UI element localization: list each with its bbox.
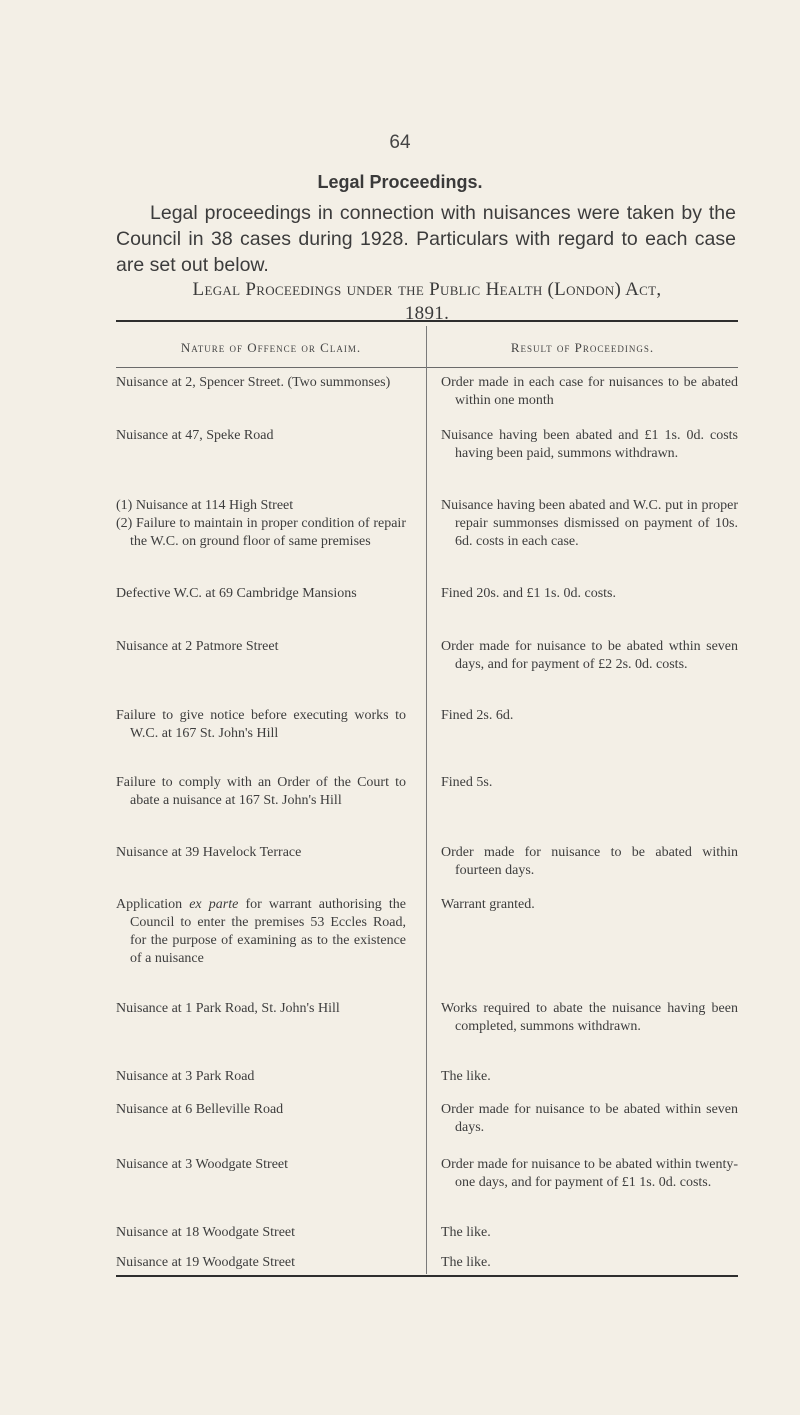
result-text: Works required to abate the nuisance having been completed, summons withdrawn.: [441, 1001, 738, 1034]
result-text: Order made for nuisance to be abated within seven days.: [441, 1102, 738, 1135]
offence-text: Nuisance at 1 Park Road, St. John's Hill: [116, 1001, 340, 1016]
offence-cell: [116, 374, 406, 392]
result-text: Order made for nuisance to be abated within fourteen days.: [441, 845, 738, 878]
offence-text: Nuisance at 6 Belleville Road: [116, 1102, 284, 1117]
offence-cell: [116, 1224, 406, 1242]
column-header-result: Result of Proceedings.: [510, 340, 655, 355]
offence-text: Nuisance at 3 Park Road: [116, 1069, 255, 1084]
offence-text: Nuisance at 47, Speke Road: [116, 428, 274, 443]
result-cell: [441, 1101, 738, 1137]
offence-text: Defective W.C. at 69 Cambridge Mansions: [116, 586, 357, 601]
offence-cell: [116, 896, 406, 968]
section-heading: Legal Proceedings.: [317, 172, 483, 192]
offence-text: Failure to comply with an Order of the Court to abate a nuisance at 167 St. John's Hill: [116, 775, 406, 808]
result-cell: [441, 638, 738, 674]
result-cell: [441, 497, 738, 551]
result-cell: [441, 427, 738, 463]
result-cell: [441, 374, 738, 410]
offence-cell: [116, 774, 406, 810]
offence-cell: [116, 844, 406, 862]
result-cell: [441, 774, 738, 792]
result-cell: [441, 1156, 738, 1192]
result-text: Nuisance having been abated and W.C. put in proper repair summonses dismissed on payment of 10s. 6d. costs in each case.: [441, 498, 738, 549]
offence-text: Failure to give notice before executing works to W.C. at 167 St. John's Hill: [116, 708, 406, 741]
offence-text: Nuisance at 2 Patmore Street: [116, 639, 279, 654]
table-title-line2: 1891.: [404, 303, 450, 324]
result-text: The like.: [441, 1069, 491, 1084]
offence-cell: [116, 638, 406, 656]
table-bottom-rule: [116, 1275, 738, 1277]
ex-parte-italic: ex parte: [189, 897, 239, 912]
result-cell: [441, 1068, 738, 1086]
result-text: Nuisance having been abated and £1 1s. 0d. costs having been paid, summons withdrawn.: [441, 428, 738, 461]
result-cell: [441, 896, 738, 914]
table-title-line1: Legal Proceedings under the Public Health (London) Act,: [192, 279, 662, 300]
offence-text: Nuisance at 19 Woodgate Street: [116, 1255, 296, 1270]
table-top-rule: [116, 320, 738, 322]
result-text: Fined 2s. 6d.: [441, 708, 514, 723]
result-cell: [441, 707, 738, 725]
offence-text: Nuisance at 2, Spencer Street. (Two summonses): [116, 375, 391, 390]
offence-text-after: for warrant authorising the Council to enter the premises 53 Eccles Road, for the purpose of examining as to the existence of a nuisance: [130, 897, 406, 966]
table-header-rule: [116, 367, 738, 368]
result-text: Order made for nuisance to be abated within twenty-one days, and for payment of £1 1s. 0d. costs.: [441, 1157, 738, 1190]
offence-cell: [116, 1000, 406, 1018]
result-text: Fined 20s. and £1 1s. 0d. costs.: [441, 586, 616, 601]
offence-cell: [116, 1254, 406, 1272]
offence-text-before: Application: [116, 897, 190, 912]
column-divider: [426, 326, 427, 1274]
result-cell: [441, 844, 738, 880]
offence-cell: [116, 1101, 406, 1119]
result-text: Order made for nuisance to be abated wthin seven days, and for payment of £2 2s. 0d. costs.: [441, 639, 738, 672]
offence-cell: [116, 585, 406, 603]
offence-cell: [116, 707, 406, 743]
offence-cell: [116, 1156, 406, 1174]
result-cell: [441, 585, 738, 603]
column-header-offence: Nature of Offence or Claim.: [180, 340, 362, 355]
result-text: Fined 5s.: [441, 775, 493, 790]
offence-text: [116, 896, 406, 968]
result-cell: [441, 1000, 738, 1036]
result-text: The like.: [441, 1225, 491, 1240]
intro-paragraph: Legal proceedings in connection with nuisances were taken by the Council in 38 cases during 1928. Particulars with regard to each case are set out below.: [116, 202, 736, 276]
result-cell: [441, 1254, 738, 1272]
offence-text: Nuisance at 39 Havelock Terrace: [116, 845, 302, 860]
offence-text: (1) Nuisance at 114 High Street: [116, 498, 294, 513]
result-text: Order made in each case for nuisances to be abated within one month: [441, 375, 738, 408]
offence-text: (2) Failure to maintain in proper condition of repair the W.C. on ground floor of same premises: [116, 516, 406, 549]
offence-text: Nuisance at 18 Woodgate Street: [116, 1225, 296, 1240]
offence-text: Nuisance at 3 Woodgate Street: [116, 1157, 289, 1172]
result-cell: [441, 1224, 738, 1242]
offence-cell: [116, 427, 406, 445]
result-text: Warrant granted.: [441, 897, 535, 912]
offence-cell: [116, 497, 406, 551]
table-title: [116, 278, 738, 326]
offence-cell: [116, 1068, 406, 1086]
result-text: The like.: [441, 1255, 491, 1270]
page-number: 64: [389, 132, 411, 153]
